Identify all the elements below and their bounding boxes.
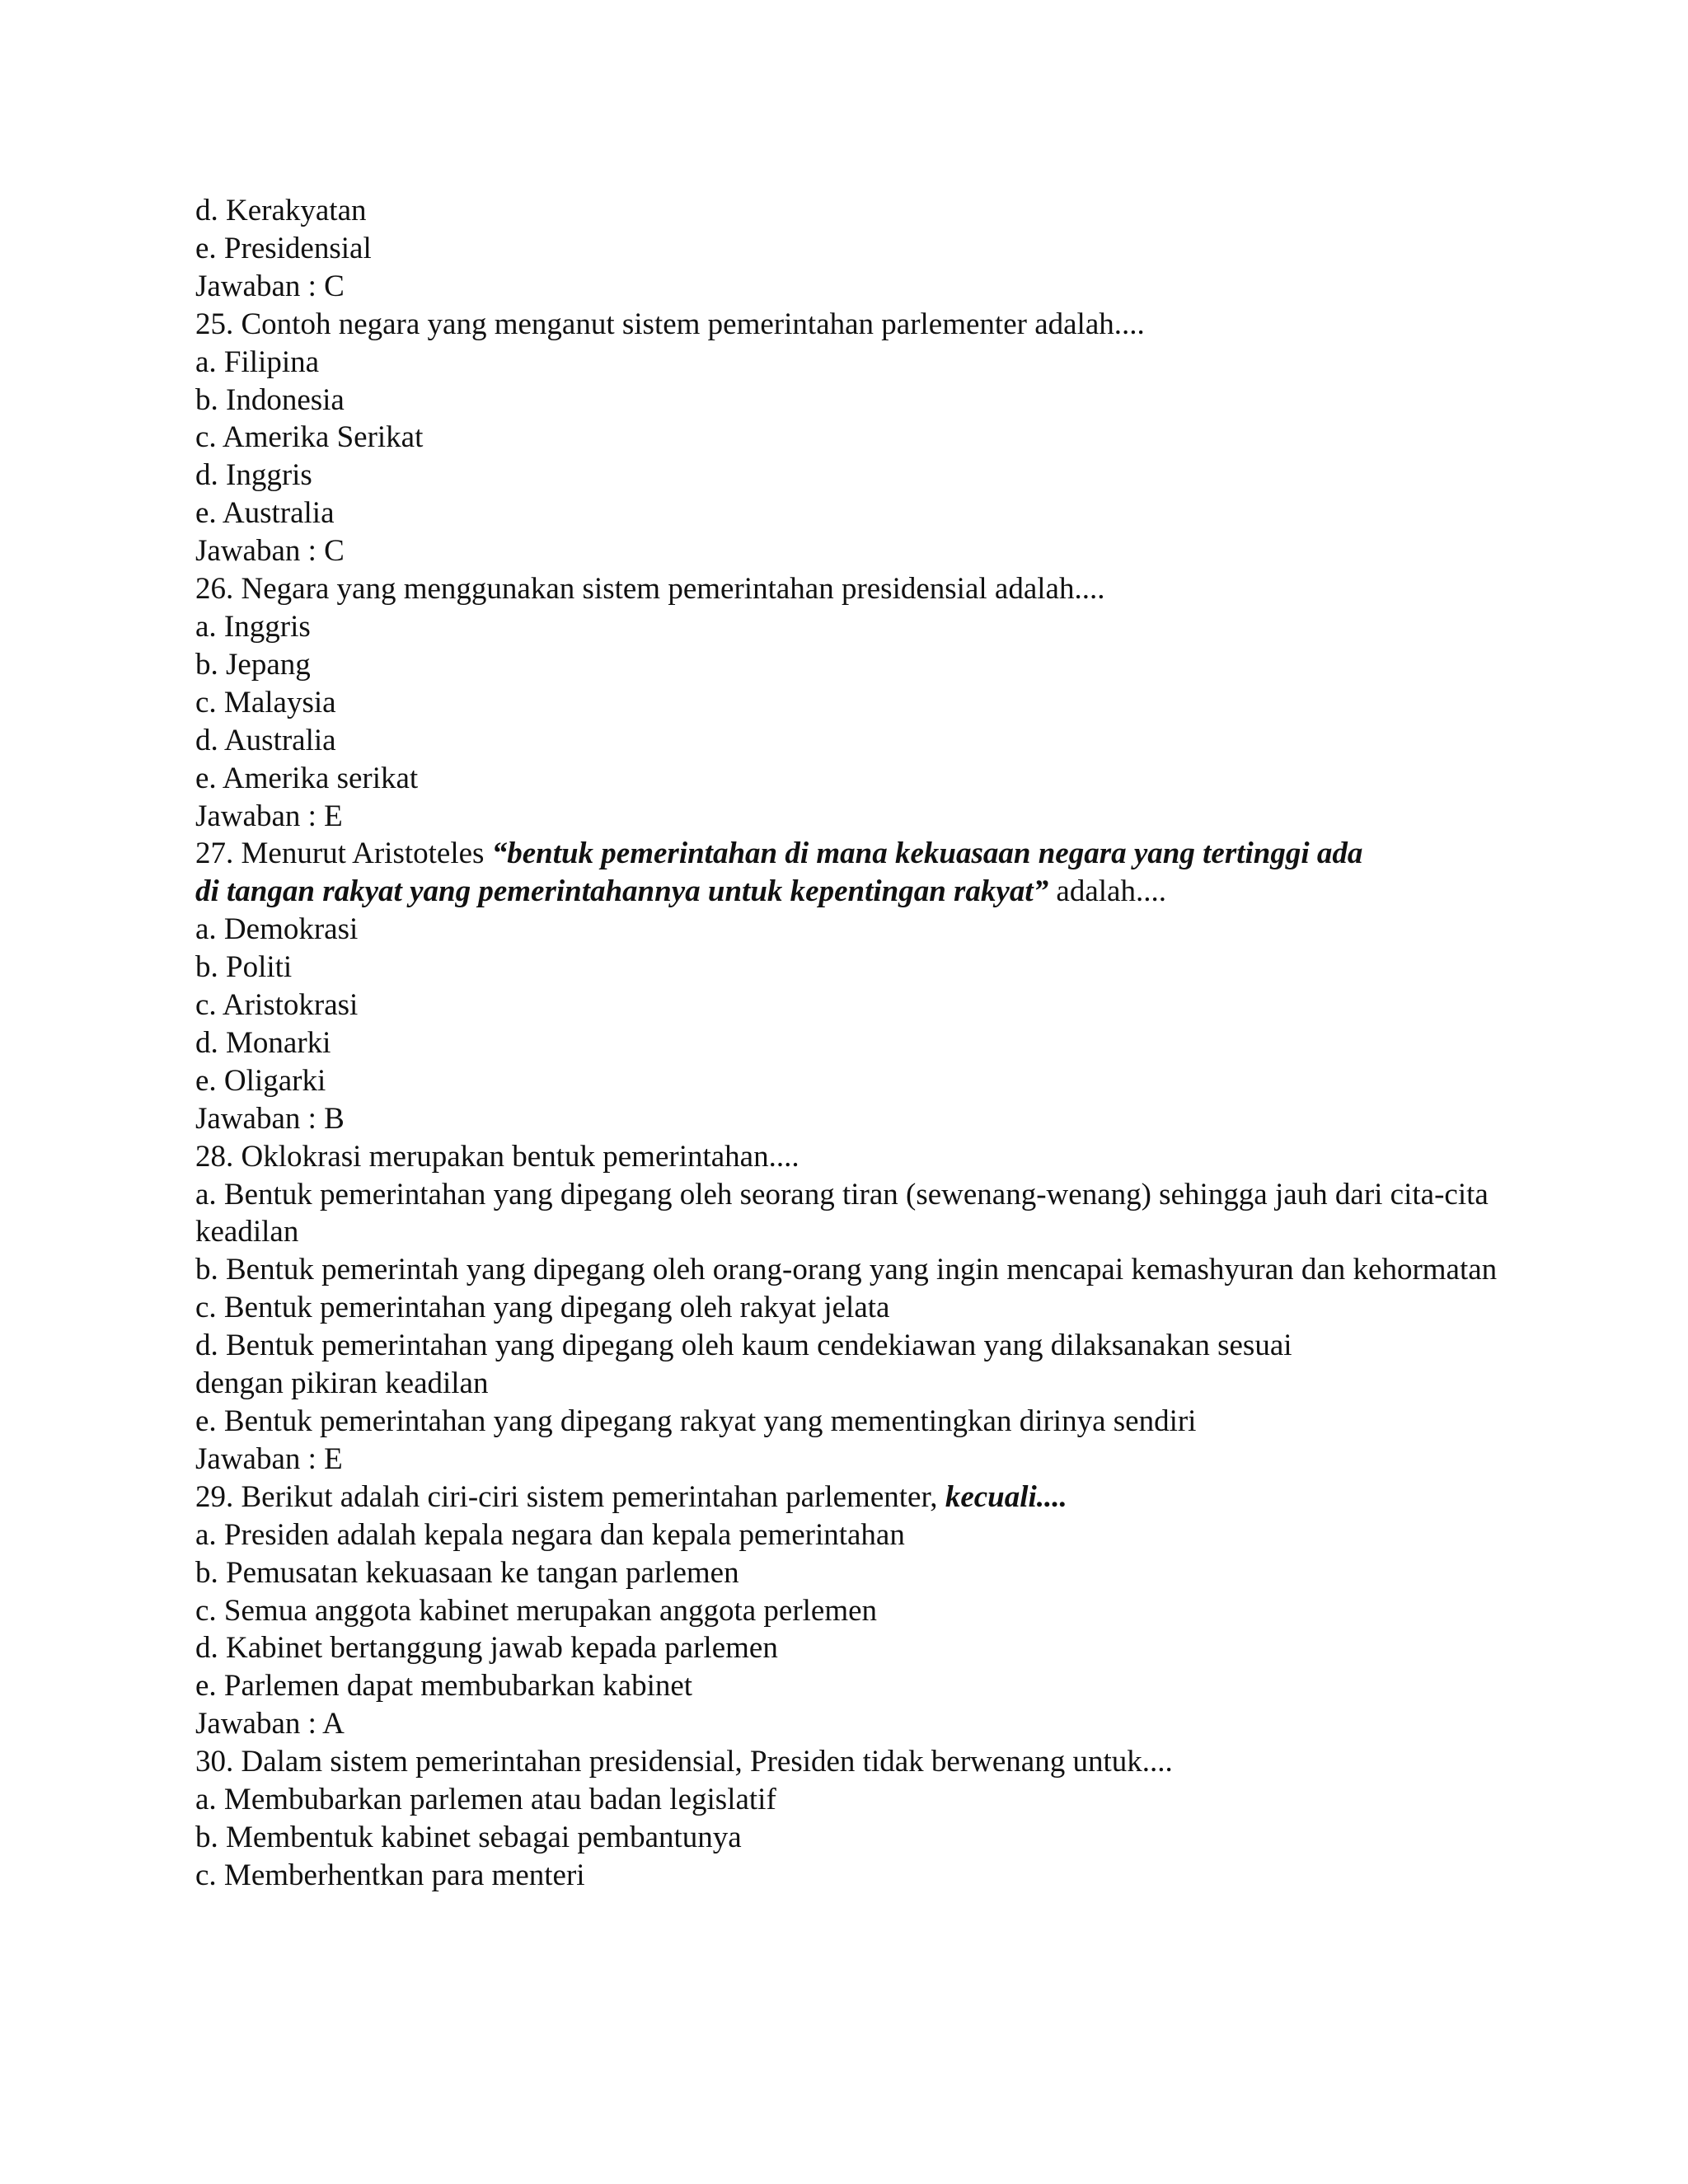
option-30-a: a. Membubarkan parlemen atau badan legislatif [195, 1783, 776, 1817]
option-27-d: d. Monarki [195, 1025, 331, 1060]
option-24-e: e. Presidensial [195, 231, 372, 265]
option-25-a: a. Filipina [195, 344, 320, 379]
answer-29: Jawaban : A [195, 1707, 345, 1741]
option-26-e: e. Amerika serikat [195, 761, 419, 795]
option-28-c: c. Bentuk pemerintahan yang dipegang oleh rakyat jelata [195, 1291, 890, 1325]
question-27-quote-2: di tangan rakyat yang pemerintahannya untuk kepentingan rakyat” [195, 874, 1049, 909]
option-27-a: a. Demokrasi [195, 912, 359, 947]
answer-28: Jawaban : E [195, 1441, 343, 1476]
option-28-e: e. Bentuk pemerintahan yang dipegang rakyat yang mementingkan dirinya sendiri [195, 1404, 1197, 1438]
option-30-b: b. Membentuk kabinet sebagai pembantunya [195, 1820, 742, 1854]
option-29-c: c. Semua anggota kabinet merupakan anggota perlemen [195, 1593, 878, 1628]
question-29-text: 29. Berikut adalah ciri-ciri sistem pemerintahan parlementer, [195, 1479, 945, 1514]
option-25-d: d. Inggris [195, 458, 312, 493]
question-29-line [195, 1479, 1531, 1516]
question-27-line-1 [195, 835, 1531, 873]
option-25-c: c. Amerika Serikat [195, 420, 424, 455]
option-30-c: c. Memberhentkan para menteri [195, 1858, 585, 1892]
question-28-text: 28. Oklokrasi merupakan bentuk pemerintahan.... [195, 1139, 799, 1174]
option-25-b: b. Indonesia [195, 382, 345, 417]
answer-25: Jawaban : C [195, 534, 345, 569]
option-29-d: d. Kabinet bertanggung jawab kepada parlemen [195, 1631, 778, 1666]
option-28-d: d. Bentuk pemerintahan yang dipegang oleh kaum cendekiawan yang dilaksanakan sesuai dengan pikiran keadilan [195, 1329, 1292, 1401]
option-26-a: a. Inggris [195, 609, 311, 644]
option-28-b: b. Bentuk pemerintah yang dipegang oleh orang-orang yang ingin mencapai kemashyuran dan kehormatan [195, 1253, 1498, 1287]
option-29-a: a. Presiden adalah kepala negara dan kepala pemerintahan [195, 1517, 905, 1552]
question-29 [195, 1479, 1531, 1743]
option-29-e: e. Parlemen dapat membubarkan kabinet [195, 1669, 693, 1704]
question-24-tail [195, 192, 1531, 306]
question-28 [195, 1138, 1531, 1479]
option-26-d: d. Australia [195, 723, 336, 757]
option-27-c: c. Aristokrasi [195, 988, 359, 1023]
question-30 [195, 1743, 1531, 1895]
question-27-prefix: 27. Menurut Aristoteles [195, 837, 492, 871]
question-26-text: 26. Negara yang menggunakan sistem pemerintahan presidensial adalah.... [195, 572, 1105, 607]
answer-26: Jawaban : E [195, 799, 343, 833]
option-27-e: e. Oligarki [195, 1063, 326, 1098]
option-26-c: c. Malaysia [195, 685, 336, 719]
question-25 [195, 306, 1531, 570]
question-26 [195, 570, 1531, 835]
question-29-emphasis: kecuali.... [945, 1479, 1067, 1514]
option-25-e: e. Australia [195, 496, 335, 531]
document-page [195, 192, 1531, 1895]
option-26-b: b. Jepang [195, 647, 311, 682]
question-27-line-2 [195, 873, 1531, 911]
question-25-text: 25. Contoh negara yang menganut sistem pemerintahan parlementer adalah.... [195, 307, 1145, 341]
question-27 [195, 835, 1531, 1137]
answer-27: Jawaban : B [195, 1101, 345, 1136]
option-29-b: b. Pemusatan kekuasaan ke tangan parlemen [195, 1555, 739, 1590]
question-27-suffix: adalah.... [1048, 874, 1166, 909]
question-30-text: 30. Dalam sistem pemerintahan presidensial, Presiden tidak berwenang untuk.... [195, 1745, 1173, 1779]
option-28-a: a. Bentuk pemerintahan yang dipegang oleh seorang tiran (sewenang-wenang) sehingga jauh dari cita-cita keadilan [195, 1177, 1489, 1249]
answer-24: Jawaban : C [195, 269, 345, 303]
option-24-d: d. Kerakyatan [195, 194, 367, 227]
option-27-b: b. Politi [195, 950, 293, 985]
question-27-quote-1: “bentuk pemerintahan di mana kekuasaan negara yang tertinggi ada [491, 837, 1363, 871]
